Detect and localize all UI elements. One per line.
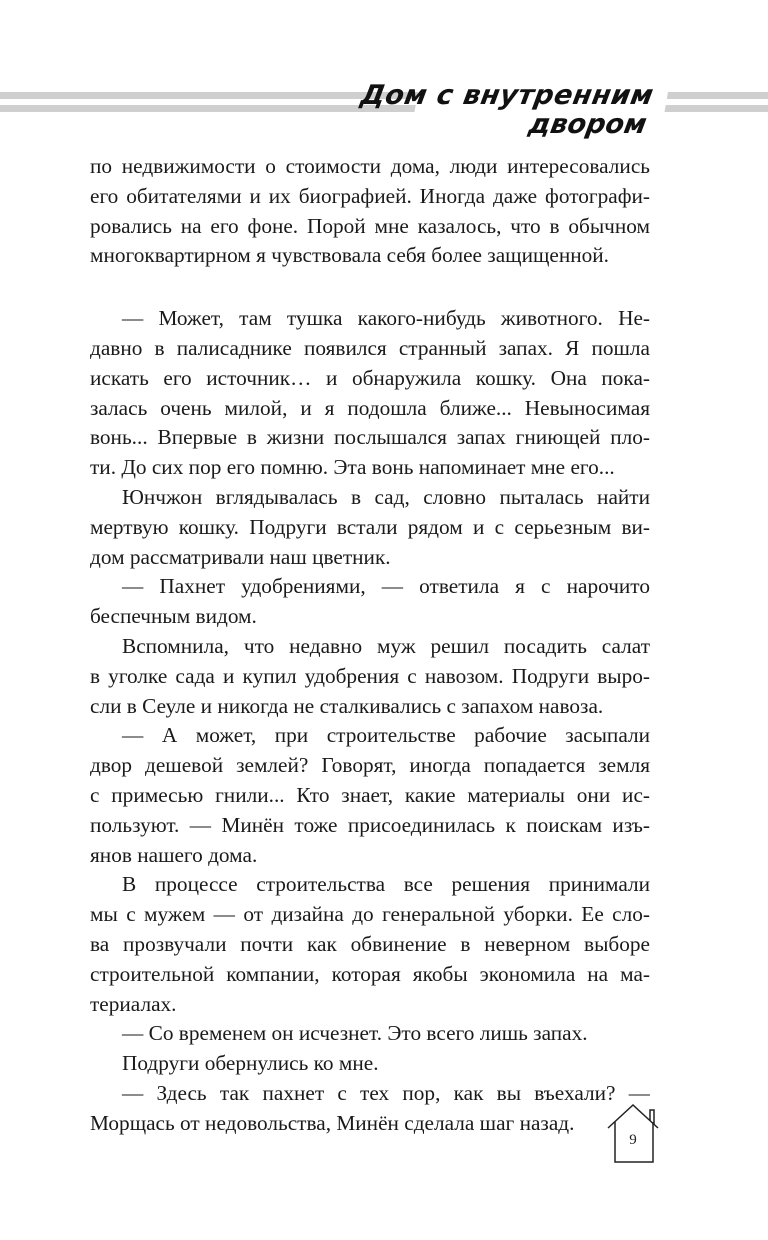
text-line: янов нашего дома. (90, 842, 258, 867)
text-line: по недвижимости о стоимости дома, люди интересовались (90, 154, 650, 178)
paragraph (90, 1019, 650, 1049)
text-line: — Пахнет удобрениями, — ответила я с нарочито (122, 574, 650, 599)
section-gap (90, 271, 650, 304)
paragraph (90, 1049, 650, 1079)
text-line: беспечным видом. (90, 604, 257, 629)
text-line: ти. До сих пор его помню. Эта вонь напоминает мне его... (90, 455, 615, 480)
page-number: 9 (629, 1132, 637, 1148)
paragraph (90, 870, 650, 1019)
text-line: дом рассматривали наш цветник. (90, 544, 391, 569)
text-line: Подруги обернулись ко мне. (122, 1051, 379, 1076)
paragraph (90, 152, 650, 271)
paragraph (90, 632, 650, 721)
text-line: вонь... Впервые в жизни послышался запах гниющей пло- (90, 425, 650, 450)
text-line: в уголке сада и купил удобрения с навозом. Подруги выро- (90, 663, 650, 688)
text-line: строительной компании, которая якобы экономила на ма- (90, 961, 650, 986)
text-line: его обитателями и их биографией. Иногда даже фотографи- (90, 183, 650, 208)
text-line: залась очень милой, и я подошла ближе... Невыносимая (90, 395, 650, 420)
text-line: давно в палисаднике появился странный запах. Я пошла (90, 335, 650, 360)
paragraph (90, 483, 650, 572)
text-line: с примесью гнили... Кто знает, какие материалы они ис- (90, 782, 650, 807)
text-line: В процессе строительства все решения принимали (122, 872, 650, 897)
text-line: — Здесь так пахнет с тех пор, как вы въехали? — (122, 1080, 650, 1105)
page-body-text (90, 152, 650, 1139)
text-line: сли в Сеуле и никогда не сталкивались с запахом навоза. (90, 693, 604, 718)
text-line: искать его источник… и обнаружила кошку. Она пока- (90, 365, 650, 390)
text-line: ровались на его фоне. Порой мне казалось, что в обычном (90, 213, 650, 238)
text-line: — Может, там тушка какого-нибудь животного. Не- (122, 306, 650, 331)
text-line: Вспомнила, что недавно муж решил посадить салат (122, 633, 650, 658)
text-line: — А может, при строительстве рабочие засыпали (122, 723, 650, 748)
text-line: ва прозвучали почти как обвинение в неверном выборе (90, 931, 650, 956)
paragraph (90, 1079, 650, 1139)
paragraph (90, 304, 650, 483)
paragraph (90, 721, 650, 870)
header-title-line2: двором (526, 109, 649, 140)
running-header-title (358, 76, 671, 142)
text-line: териалах. (90, 991, 177, 1016)
text-line: многоквартирном я чувствовала себя более защищенной. (90, 243, 609, 268)
text-line: Морщась от недовольства, Минён сделала шаг назад. (90, 1110, 575, 1135)
text-line: мертвую кошку. Подруги встали рядом и с серьезным ви- (90, 514, 650, 539)
text-line: пользуют. — Минён тоже присоединилась к поискам изъ- (90, 812, 650, 837)
paragraph (90, 572, 650, 632)
text-line: двор дешевой землей? Говорят, иногда попадается земля (90, 753, 650, 778)
header-title-line1: Дом с внутренним (358, 80, 657, 111)
text-line: — Со временем он исчезнет. Это всего лишь запах. (122, 1021, 588, 1046)
text-line: Юнчжон вглядывалась в сад, словно пыталась найти (122, 484, 650, 509)
text-line: мы с мужем — от дизайна до генеральной уборки. Ее сло- (90, 902, 650, 927)
